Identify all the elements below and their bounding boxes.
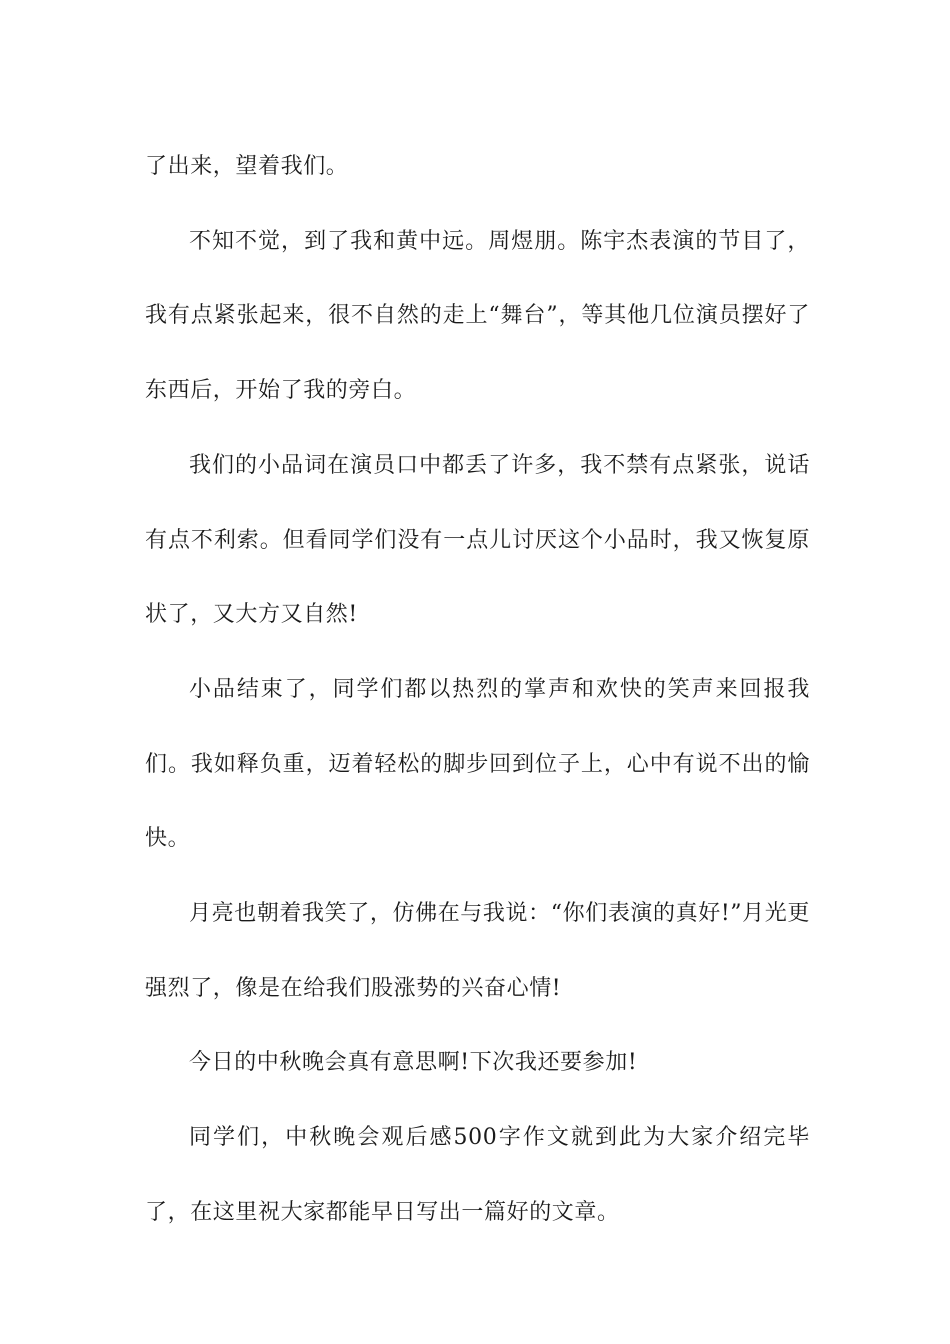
paragraph: 小品结束了，同学们都以热烈的掌声和欢快的笑声来回报我们。我如释负重，迈着轻松的脚步回到位子上，心中有说不出的愉快。 — [145, 676, 810, 852]
paragraph-closing: 同学们，中秋晚会观后感500字作文就到此为大家介绍完毕了，在这里祝大家都能早日写出一篇好的文章。 — [145, 1125, 810, 1225]
paragraph: 我们的小品词在演员口中都丢了许多，我不禁有点紧张，说话有点不利索。但看同学们没有一点儿讨厌这个小品时，我又恢复原状了，又大方又自然! — [145, 452, 810, 628]
paragraph: 今日的中秋晚会真有意思啊!下次我还要参加! — [189, 1050, 638, 1076]
article-body — [145, 130, 810, 1251]
paragraph: 不知不觉，到了我和黄中远。周煜朋。陈宇杰表演的节目了，我有点紧张起来，很不自然的走上“舞台”，等其他几位演员摆好了东西后，开始了我的旁白。 — [145, 228, 810, 404]
paragraph-continuation: 了出来，望着我们。 — [145, 154, 349, 179]
paragraph: 月亮也朝着我笑了，仿佛在与我说：“你们表演的真好!”月光更强烈了，像是在给我们股涨势的兴奋心情! — [145, 901, 810, 1001]
